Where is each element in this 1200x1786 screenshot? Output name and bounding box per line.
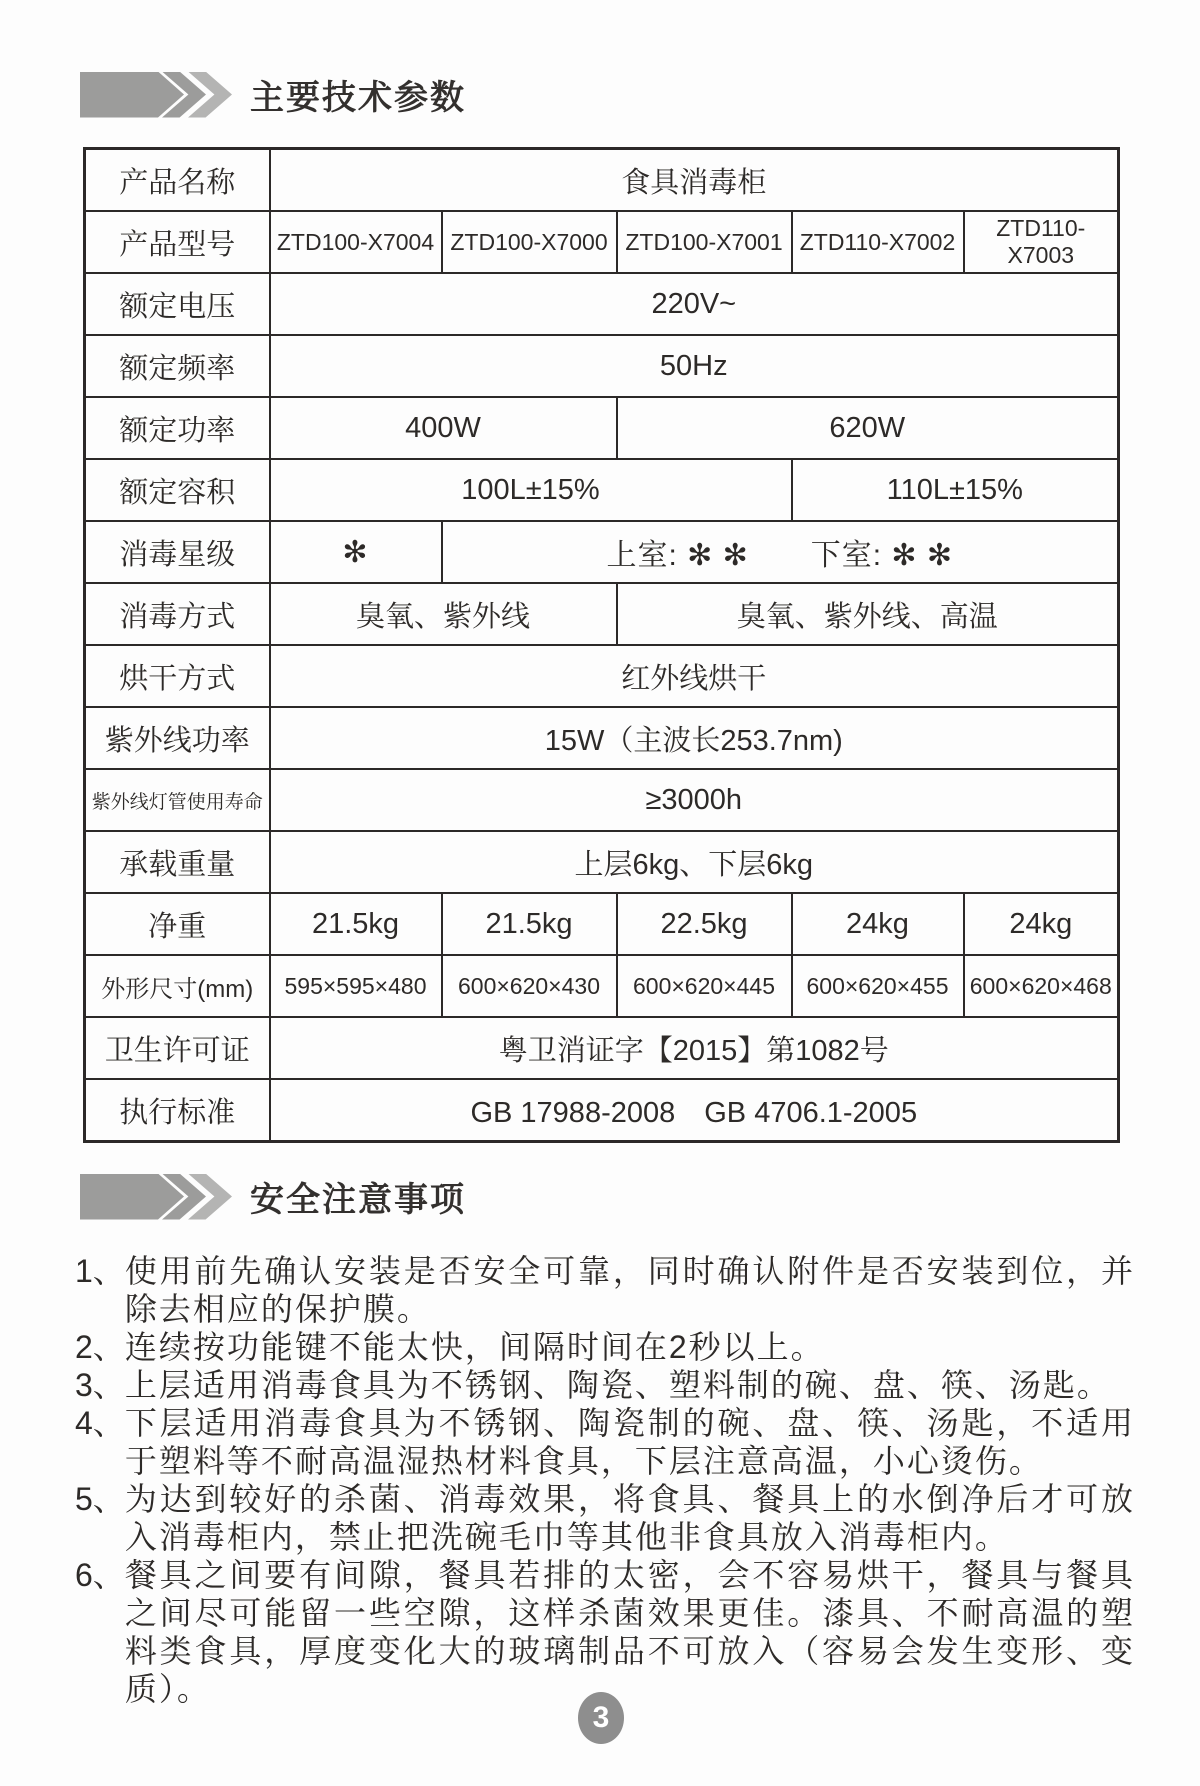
spec-value-cell: 600×620×455	[792, 955, 964, 1017]
arrow-lead-shape	[80, 72, 184, 118]
spec-table-row	[85, 459, 1119, 521]
spec-table-row	[85, 335, 1119, 397]
spec-table-row	[85, 1017, 1119, 1079]
safety-note-item	[75, 1556, 1135, 1708]
spec-value-cell: ZTD110-X7003	[964, 211, 1119, 273]
spec-table-row	[85, 893, 1119, 955]
spec-label-cell: 额定功率	[85, 397, 270, 459]
spec-label-cell: 卫生许可证	[85, 1017, 270, 1079]
note-text: 为达到较好的杀菌、消毒效果，将食具、餐具上的水倒净后才可放入消毒柜内，禁止把洗碗毛巾等其他非食具放入消毒柜内。	[124, 1481, 1135, 1555]
spec-value-cell: 24kg	[792, 893, 964, 955]
spec-label-cell: 消毒方式	[85, 583, 270, 645]
spec-value-cell: 220V~	[270, 273, 1119, 335]
spec-value-cell: ZTD100-X7004	[270, 211, 442, 273]
spec-table-row	[85, 211, 1119, 273]
spec-label-cell: 消毒星级	[85, 521, 270, 583]
spec-value-cell: 620W	[617, 397, 1119, 459]
safety-note-item	[75, 1366, 1135, 1404]
spec-label-cell: 净重	[85, 893, 270, 955]
spec-table-row	[85, 955, 1119, 1017]
page-number-badge: 3	[578, 1692, 624, 1744]
spec-value-cell: 22.5kg	[617, 893, 792, 955]
spec-value-cell: ≥3000h	[270, 769, 1119, 831]
spec-table-row	[85, 769, 1119, 831]
spec-value-cell: ZTD100-X7001	[617, 211, 792, 273]
note-number: 4、	[75, 1405, 125, 1441]
spec-table-row	[85, 831, 1119, 893]
spec-table-body	[85, 149, 1119, 1142]
arrow-banner-icon	[80, 1174, 232, 1220]
spec-value-cell: ZTD100-X7000	[442, 211, 617, 273]
spec-label-cell: 产品型号	[85, 211, 270, 273]
note-number: 3、	[75, 1367, 125, 1403]
spec-value-cell: 600×620×445	[617, 955, 792, 1017]
note-number: 1、	[75, 1253, 125, 1289]
spec-value-cell: 50Hz	[270, 335, 1119, 397]
spec-label-cell: 烘干方式	[85, 645, 270, 707]
spec-label-cell: 额定频率	[85, 335, 270, 397]
safety-notes-list	[75, 1252, 1135, 1708]
spec-value-cell: 600×620×430	[442, 955, 617, 1017]
section-title-safety: 安全注意事项	[250, 1181, 466, 1219]
spec-table-row	[85, 583, 1119, 645]
spec-table-row	[85, 149, 1119, 212]
spec-label-cell: 执行标准	[85, 1079, 270, 1142]
spec-table-row	[85, 1079, 1119, 1142]
spec-label-cell: 外形尺寸(mm)	[85, 955, 270, 1017]
section-header-specs	[80, 70, 466, 119]
arrow-banner-icon	[80, 72, 232, 118]
note-text: 餐具之间要有间隙，餐具若排的太密，会不容易烘干，餐具与餐具之间尽可能留一些空隙，这样杀菌效果更佳。漆具、不耐高温的塑料类食具，厚度变化大的玻璃制品不可放入（容易会发生变形、变质）。	[124, 1557, 1135, 1707]
spec-value-cell: 粤卫消证字【2015】第1082号	[270, 1017, 1119, 1079]
note-number: 2、	[75, 1329, 125, 1365]
spec-label-cell: 额定电压	[85, 273, 270, 335]
spec-value-cell: ✻	[270, 521, 442, 583]
note-text: 连续按功能键不能太快，间隔时间在2秒以上。	[124, 1329, 825, 1365]
arrow-lead-shape	[80, 1174, 184, 1220]
note-number: 5、	[75, 1481, 125, 1517]
spec-value-cell: 臭氧、紫外线、高温	[617, 583, 1119, 645]
spec-label-cell: 承载重量	[85, 831, 270, 893]
spec-value-cell: 21.5kg	[270, 893, 442, 955]
note-text: 上层适用消毒食具为不锈钢、陶瓷、塑料制的碗、盘、筷、汤匙。	[124, 1367, 1111, 1403]
spec-label-cell: 产品名称	[85, 149, 270, 212]
spec-value-cell: 上层6kg、下层6kg	[270, 831, 1119, 893]
spec-value-cell: 400W	[270, 397, 617, 459]
note-text: 使用前先确认安装是否安全可靠，同时确认附件是否安装到位，并除去相应的保护膜。	[124, 1253, 1135, 1327]
spec-table	[83, 147, 1120, 1143]
safety-note-item	[75, 1252, 1135, 1328]
spec-value-cell: 15W（主波长253.7nm)	[270, 707, 1119, 769]
spec-value-cell: 红外线烘干	[270, 645, 1119, 707]
spec-value-cell: GB 17988-2008 GB 4706.1-2005	[270, 1079, 1119, 1142]
spec-value-cell: 21.5kg	[442, 893, 617, 955]
spec-value-cell: 110L±15%	[792, 459, 1119, 521]
spec-value-cell: ZTD110-X7002	[792, 211, 964, 273]
spec-value-cell: 上室: ✻ ✻ 下室: ✻ ✻	[442, 521, 1119, 583]
spec-value-cell: 600×620×468	[964, 955, 1119, 1017]
spec-table-row	[85, 521, 1119, 583]
spec-table-row	[85, 397, 1119, 459]
note-text: 下层适用消毒食具为不锈钢、陶瓷制的碗、盘、筷、汤匙，不适用于塑料等不耐高温湿热材料食具，下层注意高温，小心烫伤。	[124, 1405, 1135, 1479]
spec-table-row	[85, 273, 1119, 335]
spec-label-cell: 额定容积	[85, 459, 270, 521]
spec-label-cell: 紫外线灯管使用寿命	[85, 769, 270, 831]
spec-value-cell: 臭氧、紫外线	[270, 583, 617, 645]
spec-table-row	[85, 707, 1119, 769]
spec-value-cell: 24kg	[964, 893, 1119, 955]
spec-value-cell: 食具消毒柜	[270, 149, 1119, 212]
spec-label-cell: 紫外线功率	[85, 707, 270, 769]
safety-note-item	[75, 1480, 1135, 1556]
safety-note-item	[75, 1328, 1135, 1366]
spec-value-cell: 595×595×480	[270, 955, 442, 1017]
section-title-specs: 主要技术参数	[250, 79, 466, 117]
note-number: 6、	[75, 1557, 125, 1593]
spec-table-row	[85, 645, 1119, 707]
safety-note-item	[75, 1404, 1135, 1480]
spec-value-cell: 100L±15%	[270, 459, 792, 521]
section-header-safety	[80, 1172, 466, 1221]
